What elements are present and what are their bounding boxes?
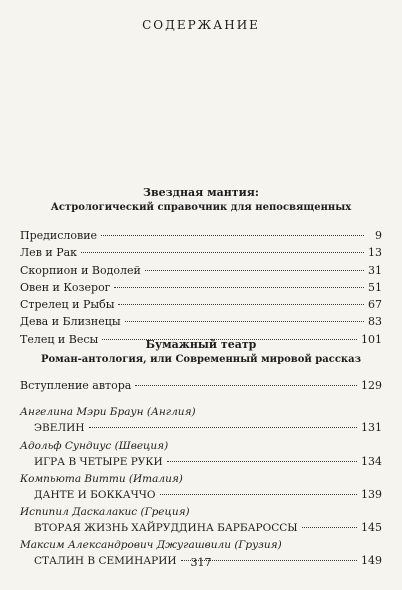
story-author: Ангелина Мэри Браун (Англия)	[20, 406, 196, 419]
toc-entry	[20, 453, 382, 470]
entry-page: 101	[361, 332, 382, 346]
entry-page: 67	[368, 298, 382, 312]
story-title: ДАНТЕ И БОККАЧЧО	[34, 488, 156, 501]
page-number: 317	[190, 556, 212, 569]
page-heading: СОДЕРЖАНИЕ	[142, 18, 260, 32]
leader-dots	[302, 527, 357, 528]
entry-title: Лев и Рак	[20, 246, 78, 260]
section2-entries	[20, 377, 382, 570]
leader-dots	[125, 321, 364, 322]
story-title: ИГРА В ЧЕТЫРЕ РУКИ	[34, 455, 163, 468]
entry-page: 134	[361, 454, 382, 468]
entry-page: 31	[368, 263, 382, 277]
entry-page: 13	[368, 246, 382, 260]
entry-title: Вступление автора	[20, 379, 132, 392]
entry-page: 145	[361, 521, 382, 535]
story-title: СТАЛИН В СЕМИНАРИИ	[34, 555, 177, 568]
toc-entry-intro	[20, 377, 382, 394]
leader-dots	[81, 252, 364, 253]
entry-page: 51	[368, 280, 382, 294]
section2-subtitle: Роман-антология, или Современный мировой рассказ	[40, 354, 362, 365]
leader-dots	[101, 235, 364, 236]
section1-entries	[20, 227, 382, 348]
story-author: Адольф Сундиус (Швеция)	[20, 439, 169, 452]
story-author: Компьюта Витти (Италия)	[20, 472, 183, 485]
entry-title: Дева и Близнецы	[20, 315, 121, 329]
toc-entry	[20, 279, 382, 296]
entry-page: 139	[361, 487, 382, 501]
entry-title: Скорпион и Водолей	[20, 263, 141, 277]
entry-page: 149	[361, 554, 382, 568]
toc-entry	[20, 419, 382, 436]
leader-dots	[167, 461, 357, 462]
entry-page: 129	[361, 379, 382, 392]
entry-title: Предисловие	[20, 229, 98, 242]
section2-title: Бумажный театр	[145, 338, 257, 351]
entry-page: 131	[361, 421, 382, 435]
entry-page: 83	[368, 315, 382, 329]
leader-dots	[160, 494, 357, 495]
entry-title: Стрелец и Рыбы	[20, 298, 115, 312]
story-author: Максим Александрович Джугашвили (Грузия)	[20, 539, 282, 552]
toc-entry	[20, 227, 382, 244]
story-title: ЭВЕЛИН	[34, 422, 85, 435]
section1-subtitle: Астрологический справочник для непосвященных	[50, 202, 352, 213]
story-title: ВТОРАЯ ЖИЗНЬ ХАЙРУДДИНА БАРБАРОССЫ	[34, 522, 298, 535]
leader-dots	[114, 287, 364, 288]
entry-page: 9	[375, 229, 382, 242]
entry-title: Телец и Весы	[20, 332, 99, 346]
leader-dots	[145, 270, 364, 271]
toc-entry	[20, 486, 382, 503]
leader-dots	[118, 304, 364, 305]
toc-entry	[20, 244, 382, 261]
section1-title: Звездная мантия:	[143, 186, 259, 199]
leader-dots	[135, 385, 357, 386]
leader-dots	[89, 427, 358, 428]
story-author: Испипил Даскалакис (Греция)	[20, 506, 190, 519]
toc-entry	[20, 262, 382, 279]
entry-title: Овен и Козерог	[20, 280, 111, 294]
toc-entry	[20, 296, 382, 313]
toc-entry	[20, 313, 382, 330]
toc-entry	[20, 519, 382, 536]
